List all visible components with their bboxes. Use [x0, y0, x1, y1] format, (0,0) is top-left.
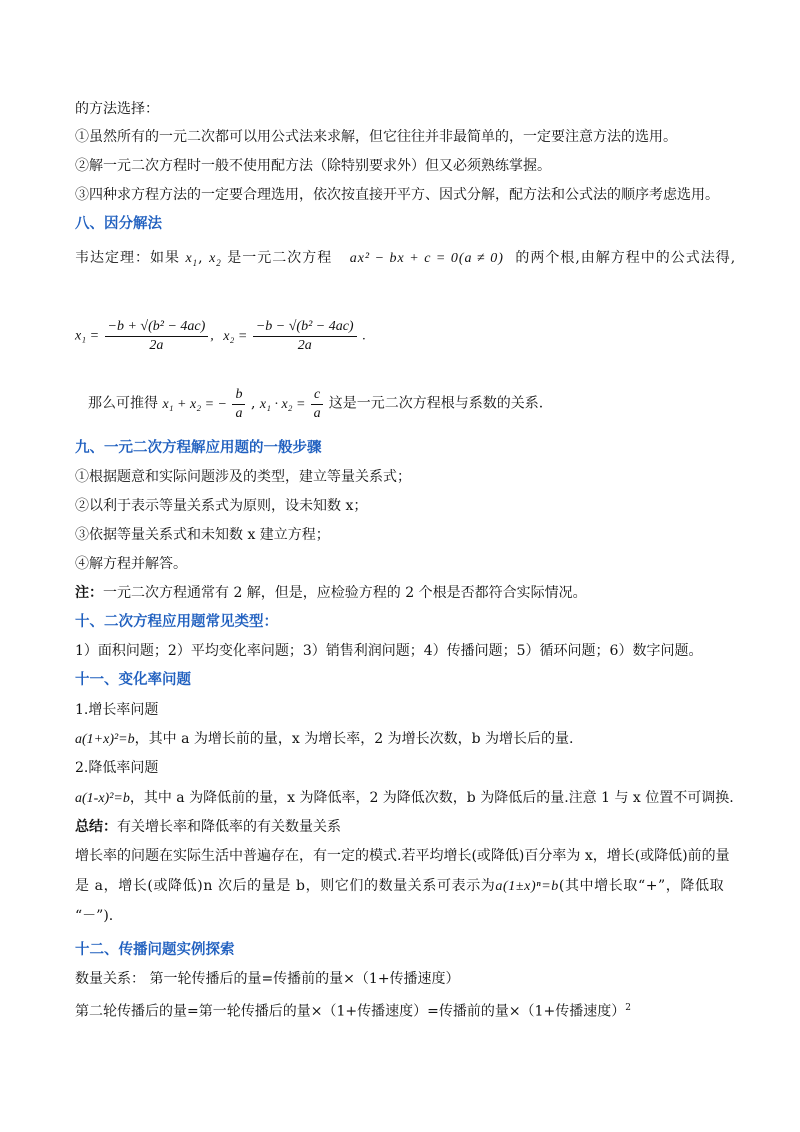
- root-formulas: x₁ = $\frac{\text{−b + √(b² − 4ac)}}{2a}$ , x₂ = $\frac{\text{−b − √(b² − 4ac)}}{2a}$ .: [75, 319, 366, 353]
- product-denominator: a: [313, 406, 321, 421]
- infer-text-a: 那么可推得: [88, 395, 158, 412]
- decline-formula: a(1-x)²=b: [75, 791, 130, 806]
- paragraph-line: 是 a，增长(或降低)n 次后的量是 b，则它们的数量关系可表示为a(1±x)ⁿ=b(其中增长取“+”，降低取: [75, 878, 725, 894]
- summary-label: 总结：: [75, 819, 117, 835]
- paragraph-line: 增长率的问题在实际生活中普遍存在，有一定的模式.若平均增长(或降低)百分率为 x，增长(或降低)前的量: [75, 848, 730, 864]
- root-symbol-x2: $x_2$: [209, 251, 222, 268]
- inference-line: 那么可推得 x₁ + x₂ = − $\frac{b}{a}$ , x₁ · x₂ = $\frac{c}{a}$ 这是一元二次方程根与系数的关系.: [88, 387, 544, 421]
- root1-fraction: [105, 318, 209, 355]
- root2-lhs: x₂ =: [223, 328, 248, 344]
- section-heading-10: 十、二次方程应用题常见类型：: [75, 613, 278, 630]
- step-item: ④解方程并解答。: [75, 556, 187, 572]
- text-line: ①虽然所有的一元二次都可以用公式法来求解，但它往往并非最简单的，一定要注意方法的选用。: [75, 129, 677, 145]
- product-numerator: c: [311, 386, 323, 405]
- root-symbol-x1: $x_1$: [185, 251, 199, 268]
- note-label: 注：: [75, 585, 103, 601]
- spread-relation-2: 第二轮传播后的量=第一轮传播后的量×（1+传播速度）=传播前的量×（1+传播速度）$^2$: [75, 1003, 631, 1020]
- root1-denominator: 2a: [149, 338, 164, 353]
- section-heading-11: 十一、变化率问题: [75, 671, 191, 688]
- section-heading-8: 八、因分解法: [75, 215, 162, 232]
- growth-line: [75, 729, 740, 750]
- growth-text: ，其中 a 为增长前的量，x 为增长率，2 为增长次数，b 为增长后的量.: [134, 731, 574, 747]
- infer-text-b: 这是一元二次方程根与系数的关系.: [328, 395, 544, 412]
- note-line: [75, 583, 740, 603]
- problem-types: 1）面积问题；2）平均变化率问题；3）销售利润问题；4）传播问题；5）循环问题；6）数字问题。: [75, 643, 703, 659]
- decline-line: [75, 788, 740, 809]
- root1-numerator: −b + √(b² − 4ac): [105, 318, 209, 337]
- vieta-text-b: 是一元二次方程: [227, 250, 333, 266]
- vieta-line: 韦达定理：如果 $x_1$, $x_2$ 是一元二次方程 ax² − bx + c = 0(a ≠ 0) 的两个根,由解方程中的公式法得,: [75, 250, 737, 268]
- growth-title: 1.增长率问题: [75, 702, 159, 718]
- text-line: ③四种求方程方法的一定要合理选用，依次按直接开平方、因式分解，配方法和公式法的顺序考虑选用。: [75, 187, 719, 203]
- step-item: ②以利于表示等量关系式为原则，设未知数 x；: [75, 498, 368, 514]
- summary-text: 有关增长率和降低率的有关数量关系: [117, 819, 341, 835]
- vieta-text-c: 的两个根,由解方程中的公式法得,: [515, 250, 737, 266]
- summary-line: [75, 817, 740, 837]
- sum-of-roots: x₁ + x₂ = − $\frac{b}{a}$: [162, 397, 251, 412]
- product-of-roots: x₁ · x₂ = $\frac{c}{a}$: [260, 397, 329, 412]
- root2-fraction: [253, 318, 357, 355]
- sum-numerator: b: [232, 386, 245, 405]
- text-line: 的方法选择：: [75, 101, 159, 117]
- decline-title: 2.降低率问题: [75, 760, 159, 776]
- sum-denominator: a: [235, 406, 243, 421]
- square-exponent: 2: [625, 1003, 631, 1013]
- step-item: ①根据题意和实际问题涉及的类型，建立等量关系式；: [75, 469, 411, 485]
- root2-denominator: 2a: [297, 338, 312, 353]
- growth-formula: a(1+x)²=b: [75, 732, 135, 747]
- text-line: ②解一元二次方程时一般不使用配方法（除特别要求外）但又必须熟练掌握。: [75, 158, 551, 174]
- general-formula: a(1±x)ⁿ=b: [495, 879, 559, 894]
- note-text: 一元二次方程通常有 2 解，但是，应检验方程的 2 个根是否都符合实际情况。: [103, 585, 587, 601]
- section-heading-9: 九、一元二次方程解应用题的一般步骤: [75, 439, 322, 456]
- root1-lhs: x₁ =: [75, 328, 100, 344]
- quadratic-equation: ax² − bx + c = 0(a ≠ 0): [349, 251, 504, 266]
- spread-relation-1: 数量关系： 第一轮传播后的量=传播前的量×（1+传播速度）: [75, 971, 460, 987]
- paragraph-line: “－”).: [75, 908, 114, 924]
- step-item: ③依据等量关系式和未知数 x 建立方程；: [75, 527, 330, 543]
- vieta-text-a: 韦达定理：如果: [75, 250, 180, 266]
- section-heading-12: 十二、传播问题实例探索: [75, 941, 235, 958]
- decline-text: ，其中 a 为降低前的量，x 为降低率，2 为降低次数，b 为降低后的量.注意 1 与 x 位置不可调换.: [129, 790, 734, 806]
- root2-numerator: −b − √(b² − 4ac): [253, 318, 357, 337]
